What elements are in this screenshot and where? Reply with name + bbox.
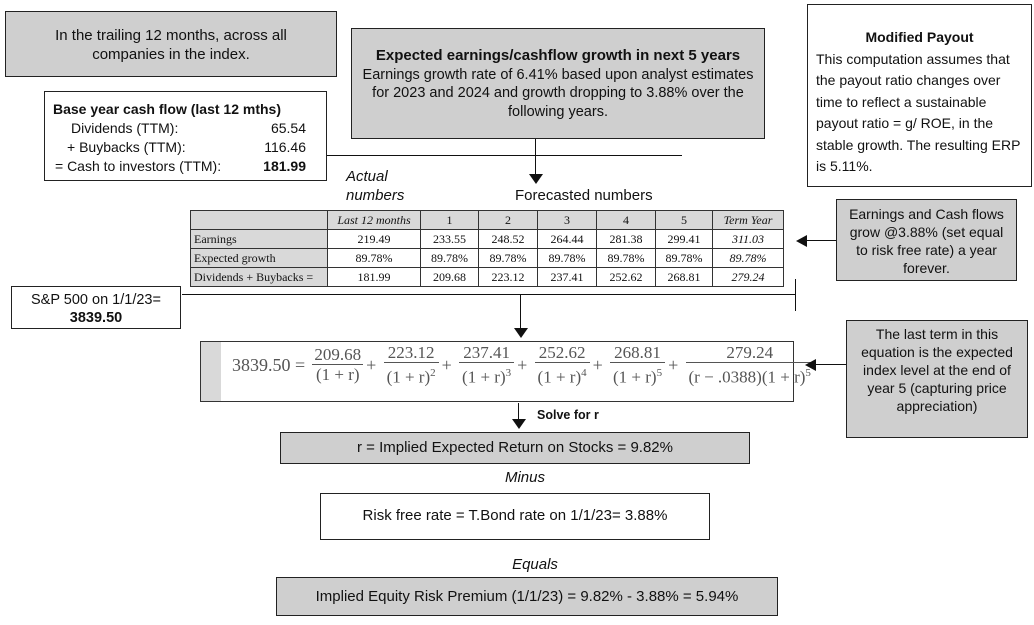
trailing-note-box: [5, 11, 337, 77]
base-year-title: Base year cash flow (last 12 mths): [53, 101, 281, 117]
erp-box: [276, 577, 778, 616]
erp-text: Implied Equity Risk Premium (1/1/23) = 9.82% - 3.88% = 5.94%: [315, 588, 739, 605]
arrow-shaft: [806, 240, 836, 241]
table-header-cell: Term Year: [713, 211, 784, 230]
row-label-growth: Expected growth: [191, 249, 328, 268]
payout-box: [807, 4, 1032, 187]
last-term-text: The last term in this equation is the expected index level at the end of year 5 (capturing price appreciation): [861, 326, 1013, 414]
base-year-box: [44, 91, 327, 181]
term-exponent: 4: [581, 367, 587, 379]
arrow-head-down: [512, 419, 526, 429]
bracket-line: [182, 294, 796, 295]
actual-label: Actual numbers: [346, 168, 405, 204]
table-row: [191, 249, 784, 268]
sp500-value: 3839.50: [69, 310, 123, 326]
table-cell: 89.78%: [713, 249, 784, 268]
arrow-head-left: [796, 235, 807, 247]
last-term-box: [846, 320, 1028, 438]
grow-forever-text: Earnings and Cash flows grow @3.88% (set equal to risk free rate) a year forever.: [849, 206, 1004, 276]
table-cell: 311.03: [713, 230, 784, 249]
arrow-shaft: [535, 139, 536, 179]
dividends-label: Dividends (TTM):: [71, 120, 179, 136]
term-denominator: (1 + r): [613, 367, 657, 387]
table-row: [191, 230, 784, 249]
growth-body: Earnings growth rate of 6.41% based upon analyst estimates for 2023 and 2024 and growth dropping to 3.88% over the following years.: [362, 66, 754, 120]
table-header-cell: 4: [597, 211, 656, 230]
term-exponent: 5: [805, 367, 811, 379]
term-exponent: 3: [505, 367, 512, 379]
equation-term-4: [535, 343, 590, 388]
trailing-note-text: In the trailing 12 months, across all companies in the index.: [55, 27, 287, 63]
term-numerator: 209.68: [314, 345, 362, 365]
term-denominator: (1 + r): [315, 365, 360, 385]
implied-return-box: [280, 432, 750, 464]
solve-label: Solve for r: [537, 408, 599, 422]
payout-body: This computation assumes that the payout ratio changes over time to reflect a sustainable payout ratio = g/ ROE, in the stable growth. The resulting ERP is 5.11%.: [816, 50, 1021, 174]
equation-lhs: 3839.50 =: [232, 354, 306, 375]
term-numerator: 223.12: [387, 343, 435, 362]
cash-label: = Cash to investors (TTM):: [55, 158, 222, 174]
term-numerator: 279.24: [726, 343, 774, 362]
buybacks-value: 116.46: [264, 139, 306, 155]
equation-box: [200, 341, 811, 402]
table-cell: 223.12: [479, 268, 538, 287]
equation-term-1: [312, 345, 363, 385]
table-cell: 233.55: [421, 230, 479, 249]
table-header-cell: 3: [538, 211, 597, 230]
equals-label: Equals: [512, 556, 558, 573]
table-cell: 89.78%: [328, 249, 421, 268]
connector-line: [327, 155, 682, 156]
table-header-cell: 5: [656, 211, 713, 230]
term-denominator: (1 + r): [537, 367, 582, 387]
table-header-cell: 2: [479, 211, 538, 230]
row-label-earnings: Earnings: [191, 230, 328, 249]
risk-free-text: Risk free rate = T.Bond rate on 1/1/23= 3.88%: [362, 507, 668, 524]
table-cell: 89.78%: [656, 249, 713, 268]
table-cell: 268.81: [656, 268, 713, 287]
equation-term-2: [384, 343, 439, 388]
buybacks-label: + Buybacks (TTM):: [67, 139, 186, 155]
term-denominator: (1 + r): [386, 367, 431, 387]
table-cell: 181.99: [328, 268, 421, 287]
table-header-cell: 1: [421, 211, 479, 230]
table-cell: 89.78%: [597, 249, 656, 268]
table-cell: 248.52: [479, 230, 538, 249]
term-denominator: (1 + r): [462, 367, 506, 387]
table-row: [191, 268, 784, 287]
risk-free-box: [320, 493, 710, 540]
term-exponent: 2: [430, 367, 436, 379]
table-cell: 279.24: [713, 268, 784, 287]
table-cell: 281.38: [597, 230, 656, 249]
table-cell: 264.44: [538, 230, 597, 249]
table-cell: 299.41: [656, 230, 713, 249]
equation-term-3: [459, 343, 514, 388]
table-cell: 237.41: [538, 268, 597, 287]
table-cell: 219.49: [328, 230, 421, 249]
arrow-shaft: [815, 364, 846, 365]
arrow-head-down: [529, 174, 543, 184]
projection-table: [190, 210, 784, 287]
dividends-value: 65.54: [270, 120, 306, 136]
table-cell: 209.68: [421, 268, 479, 287]
implied-return-text: r = Implied Expected Return on Stocks = 9.82%: [356, 439, 673, 456]
term-exponent: 5: [656, 367, 663, 379]
payout-title: Modified Payout: [865, 29, 974, 45]
table-cell: 89.78%: [538, 249, 597, 268]
table-cell: 252.62: [597, 268, 656, 287]
term-numerator: 237.41: [463, 343, 510, 362]
growth-title: Expected earnings/cashflow growth in next 5 years: [375, 47, 741, 64]
bracket-tick: [795, 279, 796, 311]
equation-term-6: [686, 343, 814, 388]
growth-box: [351, 28, 765, 139]
grow-forever-box: [836, 199, 1017, 281]
equation-term-5: [610, 343, 665, 388]
row-label-cashflow: Dividends + Buybacks =: [191, 268, 328, 287]
minus-label: Minus: [504, 469, 545, 486]
term-numerator: 252.62: [538, 343, 586, 362]
term-numerator: 268.81: [614, 343, 661, 362]
table-header-cell: [191, 211, 328, 230]
sp500-box: [11, 286, 181, 329]
arrow-head-left: [805, 359, 816, 371]
sp500-label: S&P 500 on 1/1/23=: [31, 292, 161, 308]
arrow-head-down: [514, 328, 528, 338]
cash-value: 181.99: [263, 158, 306, 174]
table-cell: 89.78%: [421, 249, 479, 268]
table-header-cell: Last 12 months: [328, 211, 421, 230]
arrow-shaft: [520, 294, 521, 330]
term-denominator: (r − .0388)(1 + r): [688, 367, 806, 387]
table-cell: 89.78%: [479, 249, 538, 268]
equation: 3839.50 = $\frac{209.68}{(1 + r)}$ + $\frac{223.12}{(1 + r)^2}$ + $\frac{237.41}{(1 + r)^3}$ + $\frac{252.62}{(1 + r)^4}$ + $\frac{268.81}{(1 + r)^5}$ + $\frac{279.24}{(r - .0388)(1 + r)^5}$: [231, 343, 816, 388]
forecast-label: Forecasted numbers: [515, 187, 653, 204]
